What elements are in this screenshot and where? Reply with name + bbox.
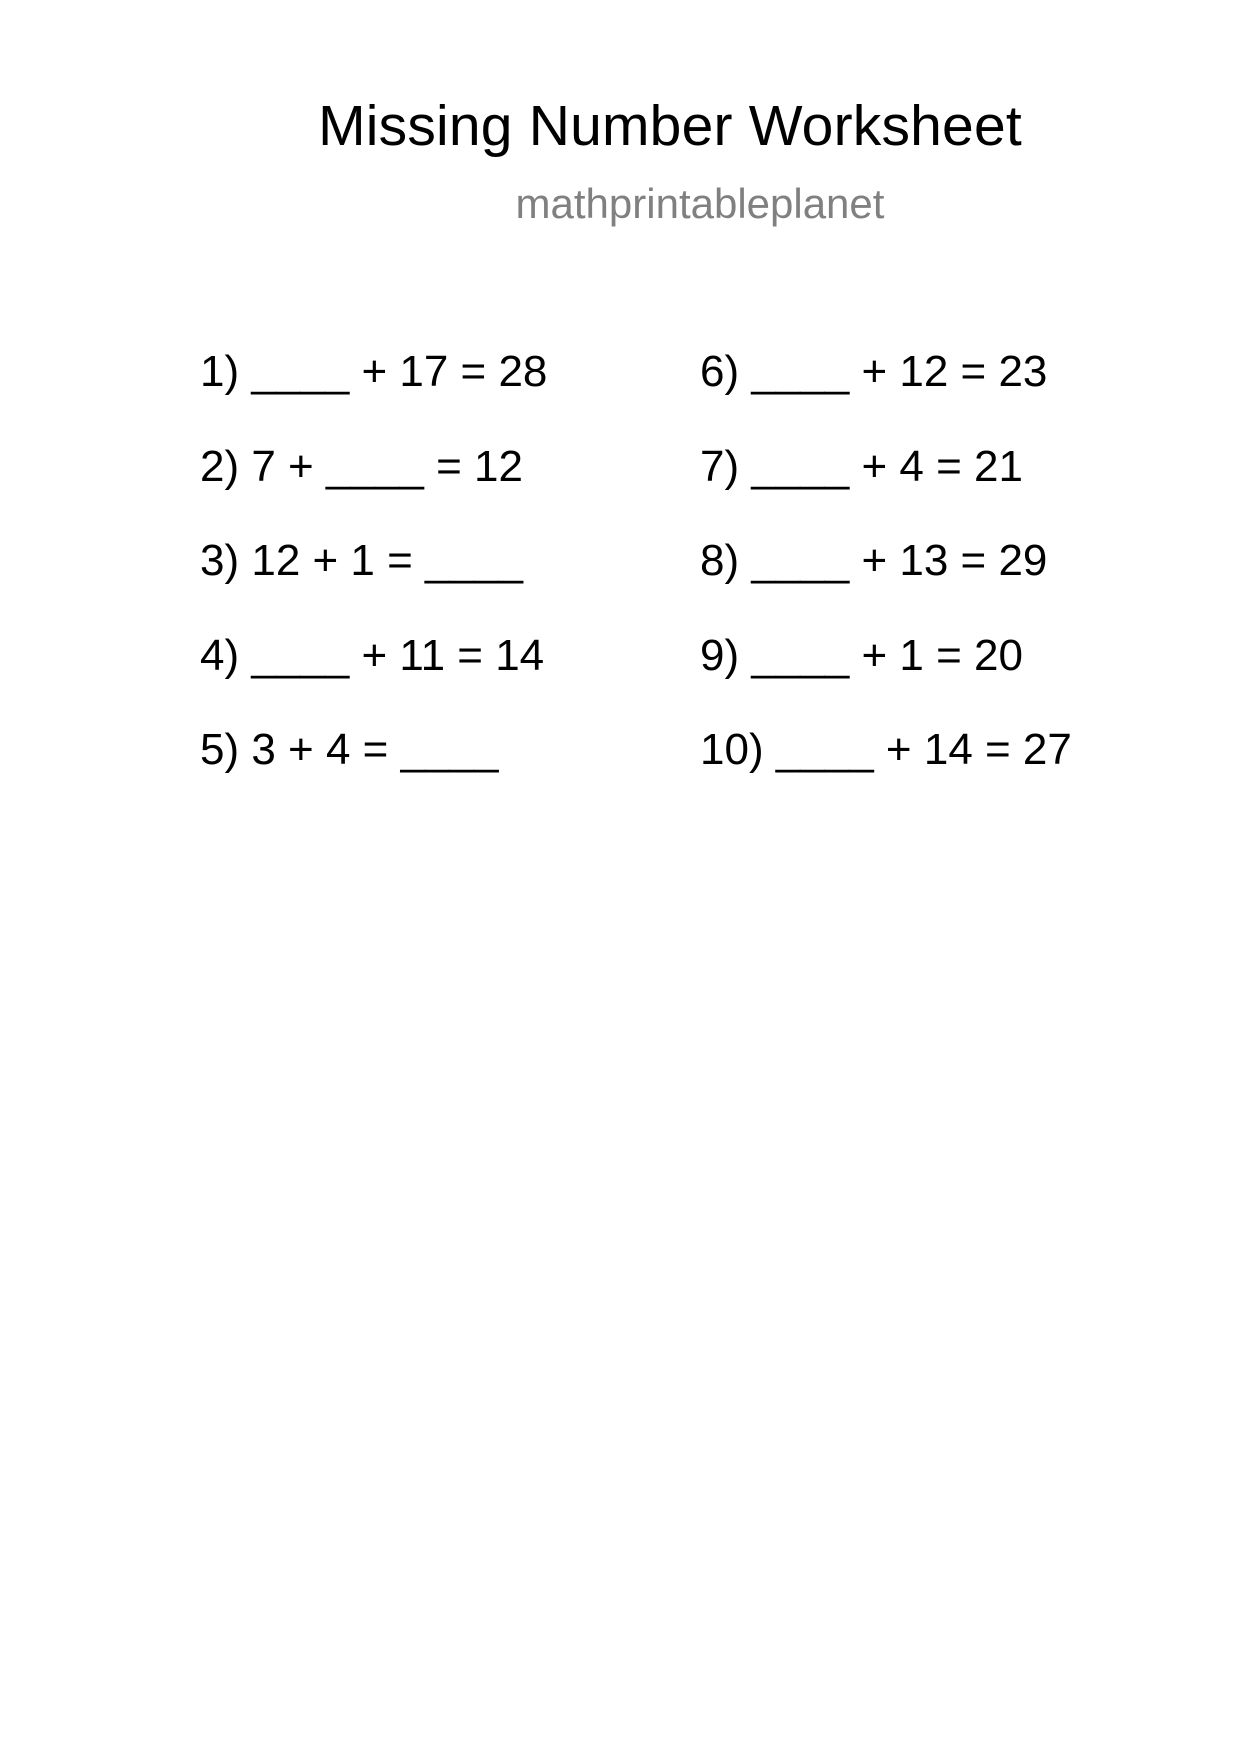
problem-10: 10) ____ + 14 = 27 [700, 725, 1072, 774]
problem-4: 4) ____ + 11 = 14 [200, 630, 545, 680]
problem-2: 2) 7 + ____ = 12 [200, 441, 523, 491]
page-subtitle: mathprintableplanet [515, 180, 885, 227]
problem-1: 1) ____ + 17 = 28 [200, 347, 548, 396]
page-title: Missing Number Worksheet [318, 94, 1022, 158]
problem-6: 6) ____ + 12 = 23 [700, 347, 1048, 396]
problem-5: 5) 3 + 4 = ____ [200, 725, 499, 774]
problem-8: 8) ____ + 13 = 29 [700, 536, 1048, 585]
problem-9: 9) ____ + 1 = 20 [700, 630, 1023, 680]
problem-7: 7) ____ + 4 = 21 [700, 441, 1023, 491]
problem-3: 3) 12 + 1 = ____ [200, 536, 523, 585]
problem-list [200, 347, 1160, 823]
